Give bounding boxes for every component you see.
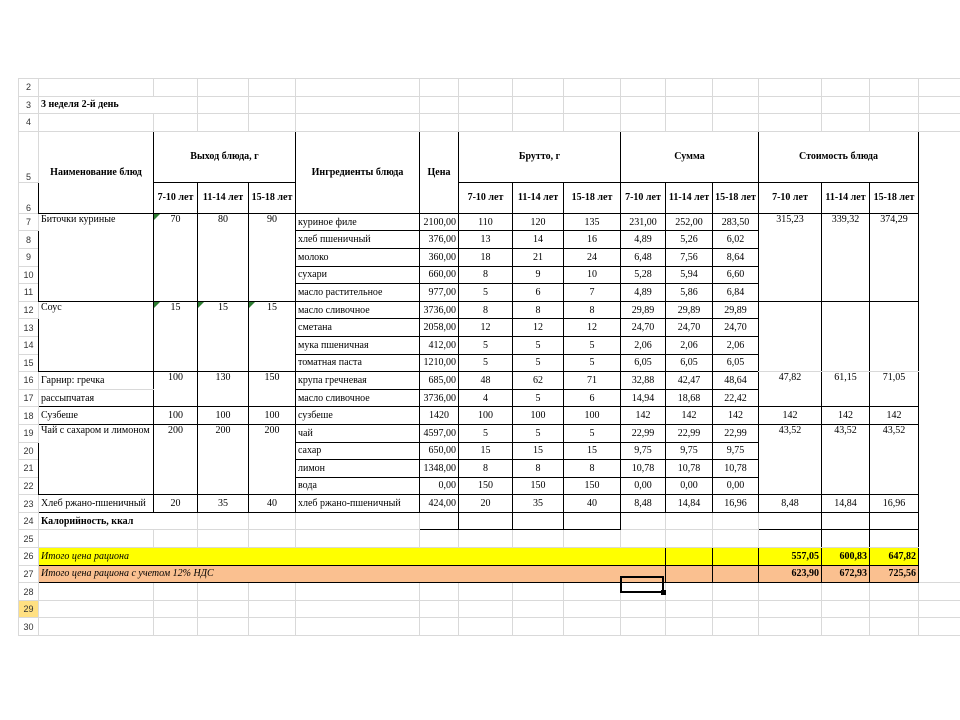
sum-cell[interactable]: 16,96 [713, 495, 759, 513]
row-header[interactable]: 7 [19, 213, 39, 231]
row-18 [19, 407, 960, 425]
sum-cell[interactable]: 42,47 [666, 372, 713, 390]
row-header[interactable]: 4 [19, 114, 39, 132]
sum-cell[interactable]: 142 [666, 407, 713, 425]
price-cell[interactable]: 660,00 [420, 266, 459, 284]
row-26 [19, 548, 960, 566]
age-header[interactable]: 7-10 лет [759, 182, 822, 213]
gross-cell[interactable]: 8 [513, 460, 564, 478]
ingredient-name[interactable]: хлеб ржано-пшеничный [296, 495, 420, 513]
yield-cell[interactable]: 100 [154, 407, 198, 425]
sum-cell[interactable]: 14,84 [666, 495, 713, 513]
gross-cell[interactable]: 5 [564, 424, 621, 442]
cost-cell[interactable]: 14,84 [822, 495, 870, 513]
ingredient-name[interactable]: масло сливочное [296, 389, 420, 407]
gross-cell[interactable]: 62 [513, 372, 564, 390]
total-vat-value[interactable]: 725,56 [870, 565, 919, 583]
gross-cell[interactable]: 15 [513, 442, 564, 460]
age-header[interactable]: 15-18 лет [249, 182, 296, 213]
gross-cell[interactable]: 5 [564, 354, 621, 372]
row-header[interactable]: 21 [19, 460, 39, 478]
dish-name[interactable]: Биточки куриные [39, 213, 154, 301]
spreadsheet[interactable] [18, 78, 934, 636]
gross-cell[interactable]: 24 [564, 248, 621, 266]
total-label[interactable]: Итого цена рациона [39, 548, 666, 566]
ingredient-name[interactable]: молоко [296, 248, 420, 266]
gross-cell[interactable]: 5 [459, 284, 513, 302]
gross-cell[interactable]: 6 [564, 389, 621, 407]
ingredient-name[interactable]: куриное филе [296, 213, 420, 231]
price-cell[interactable]: 1348,00 [420, 460, 459, 478]
row-28 [19, 583, 960, 601]
sum-cell[interactable]: 4,89 [621, 231, 666, 249]
yield-cell[interactable]: 100 [198, 407, 249, 425]
age-header[interactable]: 7-10 лет [621, 182, 666, 213]
sum-cell[interactable]: 9,75 [713, 442, 759, 460]
price-cell[interactable]: 4597,00 [420, 424, 459, 442]
sum-cell[interactable]: 22,99 [621, 424, 666, 442]
gross-cell[interactable]: 35 [513, 495, 564, 513]
gross-cell[interactable]: 5 [513, 424, 564, 442]
dish-name[interactable]: Соус [39, 301, 154, 371]
cost-cell[interactable]: 43,52 [759, 424, 822, 494]
header-sum[interactable]: Сумма [621, 131, 759, 182]
gross-cell[interactable]: 150 [513, 477, 564, 495]
row-header[interactable]: 12 [19, 301, 39, 319]
sum-cell[interactable]: 24,70 [713, 319, 759, 337]
sum-cell[interactable]: 22,99 [713, 424, 759, 442]
gross-cell[interactable]: 15 [459, 442, 513, 460]
yield-cell[interactable]: 70 [154, 213, 198, 301]
ingredient-name[interactable]: вода [296, 477, 420, 495]
header-ingredients[interactable]: Ингредиенты блюда [296, 131, 420, 213]
sum-cell[interactable]: 6,60 [713, 266, 759, 284]
age-header[interactable]: 15-18 лет [713, 182, 759, 213]
cost-cell[interactable]: 47,82 [759, 372, 822, 407]
row-header[interactable]: 2 [19, 79, 39, 97]
sum-cell[interactable]: 2,06 [621, 336, 666, 354]
row-header[interactable]: 11 [19, 284, 39, 302]
cost-cell[interactable]: 43,52 [870, 424, 919, 494]
yield-cell[interactable]: 100 [154, 372, 198, 407]
gross-cell[interactable]: 71 [564, 372, 621, 390]
age-header[interactable]: 11-14 лет [822, 182, 870, 213]
gross-cell[interactable]: 5 [459, 424, 513, 442]
row-5 [19, 131, 960, 182]
price-cell[interactable]: 2058,00 [420, 319, 459, 337]
row-2 [19, 79, 960, 97]
sum-cell[interactable]: 24,70 [666, 319, 713, 337]
yield-cell[interactable]: 80 [198, 213, 249, 301]
ingredient-name[interactable]: масло сливочное [296, 301, 420, 319]
sum-cell[interactable]: 0,00 [713, 477, 759, 495]
gross-cell[interactable]: 4 [459, 389, 513, 407]
row-header[interactable]: 17 [19, 389, 39, 407]
yield-cell[interactable]: 90 [249, 213, 296, 301]
sum-cell[interactable]: 9,75 [666, 442, 713, 460]
price-cell[interactable]: 3736,00 [420, 301, 459, 319]
sheet-title[interactable]: 3 неделя 2-й день [39, 96, 198, 114]
age-header[interactable]: 7-10 лет [459, 182, 513, 213]
price-cell[interactable]: 376,00 [420, 231, 459, 249]
gross-cell[interactable]: 12 [564, 319, 621, 337]
row-header[interactable]: 16 [19, 372, 39, 390]
gross-cell[interactable]: 18 [459, 248, 513, 266]
gross-cell[interactable]: 48 [459, 372, 513, 390]
row-header[interactable]: 9 [19, 248, 39, 266]
total-value[interactable]: 600,83 [822, 548, 870, 566]
yield-cell[interactable]: 200 [249, 424, 296, 494]
row-12 [19, 301, 960, 319]
price-cell[interactable]: 685,00 [420, 372, 459, 390]
ingredient-name[interactable]: сухари [296, 266, 420, 284]
gross-cell[interactable]: 21 [513, 248, 564, 266]
gross-cell[interactable]: 9 [513, 266, 564, 284]
sum-cell[interactable]: 5,94 [666, 266, 713, 284]
gross-cell[interactable]: 100 [564, 407, 621, 425]
gross-cell[interactable]: 13 [459, 231, 513, 249]
gross-cell[interactable]: 8 [459, 266, 513, 284]
sum-cell[interactable]: 10,78 [666, 460, 713, 478]
sum-cell[interactable]: 7,56 [666, 248, 713, 266]
menu-cost-table [18, 78, 960, 636]
ingredient-name[interactable]: мука пшеничная [296, 336, 420, 354]
sum-cell[interactable]: 22,99 [666, 424, 713, 442]
row-4 [19, 114, 960, 132]
total-value[interactable]: 557,05 [759, 548, 822, 566]
sum-cell[interactable]: 6,05 [713, 354, 759, 372]
gross-cell[interactable]: 8 [459, 301, 513, 319]
ingredient-name[interactable]: чай [296, 424, 420, 442]
gross-cell[interactable]: 5 [513, 354, 564, 372]
sum-cell[interactable]: 6,48 [621, 248, 666, 266]
sum-cell[interactable]: 4,89 [621, 284, 666, 302]
dish-name[interactable]: Чай с сахаром и лимоном [39, 424, 154, 494]
age-header[interactable]: 11-14 лет [666, 182, 713, 213]
cost-cell[interactable]: 8,48 [759, 495, 822, 513]
yield-cell[interactable]: 200 [198, 424, 249, 494]
age-header[interactable]: 11-14 лет [198, 182, 249, 213]
yield-cell[interactable]: 15 [249, 301, 296, 371]
gross-cell[interactable]: 12 [513, 319, 564, 337]
sum-cell[interactable]: 24,70 [621, 319, 666, 337]
ingredient-name[interactable]: сузбеше [296, 407, 420, 425]
row-19 [19, 424, 960, 442]
row-header[interactable]: 25 [19, 530, 39, 548]
row-24 [19, 512, 960, 530]
gross-cell[interactable]: 7 [564, 284, 621, 302]
row-header[interactable]: 27 [19, 565, 39, 583]
row-3 [19, 96, 960, 114]
gross-cell[interactable]: 10 [564, 266, 621, 284]
sum-cell[interactable]: 18,68 [666, 389, 713, 407]
price-cell[interactable]: 424,00 [420, 495, 459, 513]
price-cell[interactable]: 3736,00 [420, 389, 459, 407]
row-header[interactable]: 18 [19, 407, 39, 425]
sum-cell[interactable]: 5,28 [621, 266, 666, 284]
gross-cell[interactable]: 40 [564, 495, 621, 513]
calories-label[interactable]: Калорийность, ккал [39, 512, 198, 530]
row-25 [19, 530, 960, 548]
age-header[interactable]: 15-18 лет [870, 182, 919, 213]
row-header[interactable]: 14 [19, 336, 39, 354]
gross-cell[interactable]: 5 [513, 336, 564, 354]
sum-cell[interactable]: 29,89 [666, 301, 713, 319]
yield-cell[interactable]: 35 [198, 495, 249, 513]
price-cell[interactable]: 360,00 [420, 248, 459, 266]
gross-cell[interactable]: 110 [459, 213, 513, 231]
header-dish-name[interactable]: Наименование блюд [39, 131, 154, 213]
yield-cell[interactable]: 200 [154, 424, 198, 494]
selected-cell-cursor[interactable] [620, 576, 664, 593]
dish-name[interactable]: Сузбеше [39, 407, 154, 425]
sum-cell[interactable]: 6,02 [713, 231, 759, 249]
dish-name[interactable]: рассыпчатая [39, 389, 154, 407]
cost-cell[interactable]: 71,05 [870, 372, 919, 407]
ingredient-name[interactable]: хлеб пшеничный [296, 231, 420, 249]
sum-cell[interactable]: 2,06 [666, 336, 713, 354]
yield-cell[interactable]: 15 [198, 301, 249, 371]
sum-cell[interactable]: 10,78 [713, 460, 759, 478]
sum-cell[interactable]: 283,50 [713, 213, 759, 231]
ingredient-name[interactable]: масло растительное [296, 284, 420, 302]
gross-cell[interactable]: 12 [459, 319, 513, 337]
header-price[interactable]: Цена [420, 131, 459, 213]
sum-cell[interactable]: 48,64 [713, 372, 759, 390]
gross-cell[interactable]: 15 [564, 442, 621, 460]
sum-cell[interactable]: 10,78 [621, 460, 666, 478]
sum-cell[interactable]: 14,94 [621, 389, 666, 407]
sum-cell[interactable]: 0,00 [621, 477, 666, 495]
price-cell[interactable]: 1420 [420, 407, 459, 425]
yield-cell[interactable]: 40 [249, 495, 296, 513]
price-cell[interactable]: 977,00 [420, 284, 459, 302]
row-header[interactable]: 8 [19, 231, 39, 249]
gross-cell[interactable]: 100 [459, 407, 513, 425]
price-cell[interactable]: 650,00 [420, 442, 459, 460]
dish-name[interactable]: Хлеб ржано-пшеничный [39, 495, 154, 513]
sum-cell[interactable]: 29,89 [621, 301, 666, 319]
header-gross[interactable]: Брутто, г [459, 131, 621, 182]
gross-cell[interactable]: 6 [513, 284, 564, 302]
sum-cell[interactable]: 6,05 [621, 354, 666, 372]
total-vat-value[interactable]: 623,90 [759, 565, 822, 583]
cost-cell[interactable]: 142 [822, 407, 870, 425]
row-7 [19, 213, 960, 231]
row-header[interactable]: 15 [19, 354, 39, 372]
age-header[interactable]: 7-10 лет [154, 182, 198, 213]
row-header[interactable]: 22 [19, 477, 39, 495]
cost-cell[interactable]: 16,96 [870, 495, 919, 513]
gross-cell[interactable]: 120 [513, 213, 564, 231]
gross-cell[interactable]: 100 [513, 407, 564, 425]
row-header[interactable]: 28 [19, 583, 39, 601]
gross-cell[interactable]: 5 [564, 336, 621, 354]
row-header[interactable]: 6 [19, 182, 39, 213]
row-6 [19, 182, 960, 213]
sum-cell[interactable]: 231,00 [621, 213, 666, 231]
sum-cell[interactable]: 32,88 [621, 372, 666, 390]
sum-cell[interactable]: 142 [621, 407, 666, 425]
gross-cell[interactable]: 135 [564, 213, 621, 231]
ingredient-name[interactable]: сметана [296, 319, 420, 337]
cost-cell[interactable]: 61,15 [822, 372, 870, 407]
price-cell[interactable]: 1210,00 [420, 354, 459, 372]
cost-cell[interactable]: 43,52 [822, 424, 870, 494]
sum-cell[interactable]: 6,84 [713, 284, 759, 302]
ingredient-name[interactable]: томатная паста [296, 354, 420, 372]
gross-cell[interactable]: 8 [564, 460, 621, 478]
total-value[interactable]: 647,82 [870, 548, 919, 566]
sum-cell[interactable]: 6,05 [666, 354, 713, 372]
yield-cell[interactable]: 20 [154, 495, 198, 513]
header-yield[interactable]: Выход блюда, г [154, 131, 296, 182]
row-23 [19, 495, 960, 513]
row-header[interactable]: 24 [19, 512, 39, 530]
gross-cell[interactable]: 20 [459, 495, 513, 513]
row-header[interactable]: 30 [19, 618, 39, 636]
sum-cell[interactable]: 8,48 [621, 495, 666, 513]
row-header[interactable]: 20 [19, 442, 39, 460]
price-cell[interactable]: 412,00 [420, 336, 459, 354]
cost-cell[interactable]: 142 [759, 407, 822, 425]
yield-cell[interactable]: 15 [154, 301, 198, 371]
cost-cell[interactable]: 315,23 [759, 213, 822, 301]
row-header-selected[interactable]: 29 [19, 600, 39, 618]
yield-cell[interactable]: 130 [198, 372, 249, 407]
sum-cell[interactable]: 22,42 [713, 389, 759, 407]
row-header[interactable]: 10 [19, 266, 39, 284]
row-header[interactable]: 26 [19, 548, 39, 566]
row-16 [19, 372, 960, 390]
gross-cell[interactable]: 16 [564, 231, 621, 249]
row-30 [19, 618, 960, 636]
gross-cell[interactable]: 150 [564, 477, 621, 495]
row-header[interactable]: 5 [19, 131, 39, 182]
ingredient-name[interactable]: лимон [296, 460, 420, 478]
cost-cell[interactable]: 142 [870, 407, 919, 425]
cost-cell[interactable]: 339,32 [822, 213, 870, 301]
gross-cell[interactable]: 8 [513, 301, 564, 319]
row-header[interactable]: 23 [19, 495, 39, 513]
total-vat-label[interactable]: Итого цена рациона с учетом 12% НДС [39, 565, 666, 583]
gross-cell[interactable]: 8 [459, 460, 513, 478]
sum-cell[interactable]: 8,64 [713, 248, 759, 266]
sum-cell[interactable]: 142 [713, 407, 759, 425]
age-header[interactable]: 15-18 лет [564, 182, 621, 213]
row-header[interactable]: 3 [19, 96, 39, 114]
yield-cell[interactable]: 150 [249, 372, 296, 407]
gross-cell[interactable]: 5 [459, 354, 513, 372]
sum-cell[interactable]: 0,00 [666, 477, 713, 495]
ingredient-name[interactable]: крупа гречневая [296, 372, 420, 390]
age-header[interactable]: 11-14 лет [513, 182, 564, 213]
sum-cell[interactable]: 5,26 [666, 231, 713, 249]
sum-cell[interactable]: 2,06 [713, 336, 759, 354]
sum-cell[interactable]: 9,75 [621, 442, 666, 460]
sum-cell[interactable]: 252,00 [666, 213, 713, 231]
cost-cell[interactable]: 374,29 [870, 213, 919, 301]
sum-cell[interactable]: 5,86 [666, 284, 713, 302]
row-29 [19, 600, 960, 618]
yield-cell[interactable]: 100 [249, 407, 296, 425]
header-cost[interactable]: Стоимость блюда [759, 131, 919, 182]
price-cell[interactable]: 0,00 [420, 477, 459, 495]
dish-name[interactable]: Гарнир: гречка [39, 372, 154, 390]
row-header[interactable]: 19 [19, 424, 39, 442]
price-cell[interactable]: 2100,00 [420, 213, 459, 231]
row-header[interactable]: 13 [19, 319, 39, 337]
total-vat-value[interactable]: 672,93 [822, 565, 870, 583]
ingredient-name[interactable]: сахар [296, 442, 420, 460]
gross-cell[interactable]: 14 [513, 231, 564, 249]
row-27 [19, 565, 960, 583]
gross-cell[interactable]: 5 [459, 336, 513, 354]
gross-cell[interactable]: 150 [459, 477, 513, 495]
sum-cell[interactable]: 29,89 [713, 301, 759, 319]
gross-cell[interactable]: 5 [513, 389, 564, 407]
gross-cell[interactable]: 8 [564, 301, 621, 319]
